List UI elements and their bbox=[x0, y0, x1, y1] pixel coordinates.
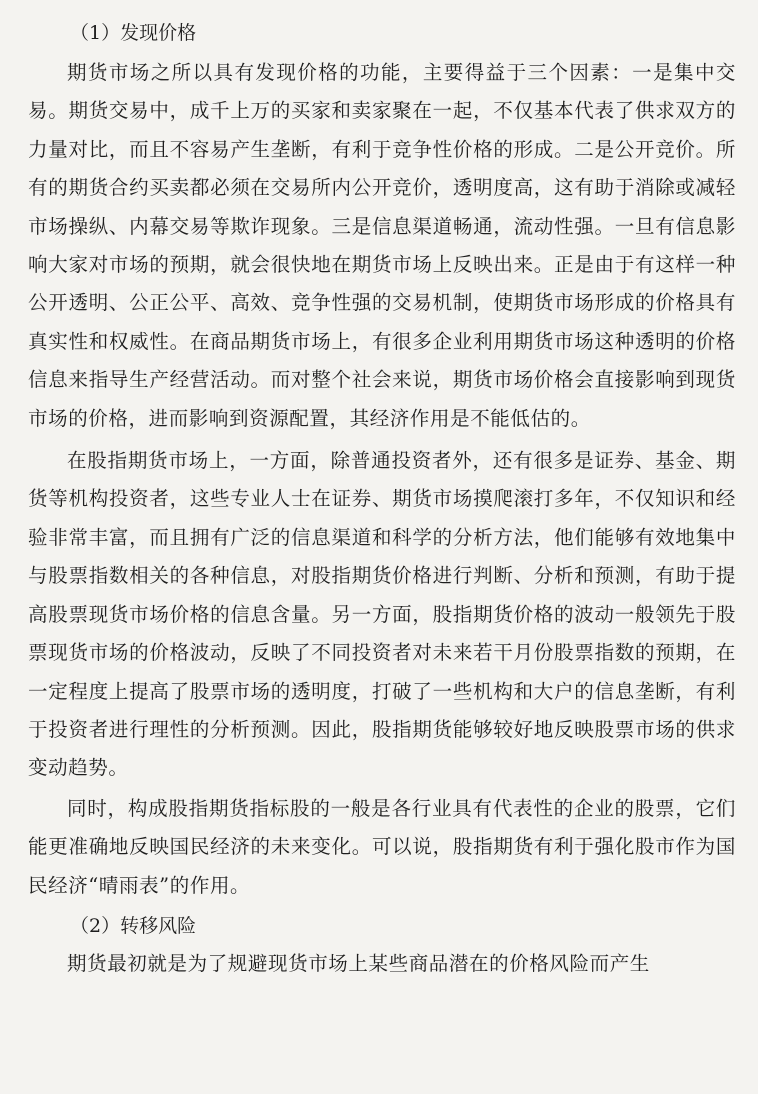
section-heading-discover-price: （1）发现价格 bbox=[70, 22, 197, 44]
paragraph-futures-origin: 期货最初就是为了规避现货市场上某些商品潜在的价格风险而产生 bbox=[67, 951, 650, 975]
section-heading-transfer-risk: （2）转移风险 bbox=[70, 914, 197, 937]
paragraph-constituent-stocks: 同时，构成股指期货指标股的一般是各行业具有代表性的企业的股票，它们能更准确地反映国民经济的未来变化。可以说，股指期货有利于强化股市作为国民经济“晴雨表”的作用。 bbox=[28, 796, 736, 897]
paragraph-stock-index-futures-market: 在股指期货市场上，一方面，除普通投资者外，还有很多是证券、基金、期货等机构投资者，这些专业人士在证券、期货市场摸爬滚打多年，不仅知识和经验非常丰富，而且拥有广泛的信息渠道和科学的分析方法，他们能够有效地集中与股票指数相关的各种信息，对股指期货价格进行判断、分析和预测，有助于提高股票现货市场价格的信息含量。另一方面，股指期货价格的波动一般领先于股票现货市场的价格波动，反映了不同投资者对未来若干月份股票指数的预期，在一定程度上提高了股票市场的透明度，打破了一些机构和大户的信息垄断，有利于投资者进行理性的分析预测。因此，股指期货能够较好地反映股票市场的供求变动趋势。 bbox=[28, 449, 736, 780]
paragraph-price-discovery-factors: 期货市场之所以具有发现价格的功能，主要得益于三个因素：一是集中交易。期货交易中，成千上万的买家和卖家聚在一起，不仅基本代表了供求双方的力量对比，而且不容易产生垄断，有利于竞争性价格的形成。二是公开竞价。所有的期货合约买卖都必须在交易所内公开竞价，透明度高，这有助于消除或减轻市场操纵、内幕交易等欺诈现象。三是信息渠道畅通，流动性强。一旦有信息影响大家对市场的预期，就会很快地在期货市场上反映出来。正是由于有这样一种公开透明、公正公平、高效、竞争性强的交易机制，使期货市场形成的价格具有真实性和权威性。在商品期货市场上，有很多企业利用期货市场这种透明的价格信息来指导生产经营活动。而对整个社会来说，期货市场价格会直接影响到现货市场的价格，进而影响到资源配置，其经济作用是不能低估的。 bbox=[28, 61, 736, 430]
